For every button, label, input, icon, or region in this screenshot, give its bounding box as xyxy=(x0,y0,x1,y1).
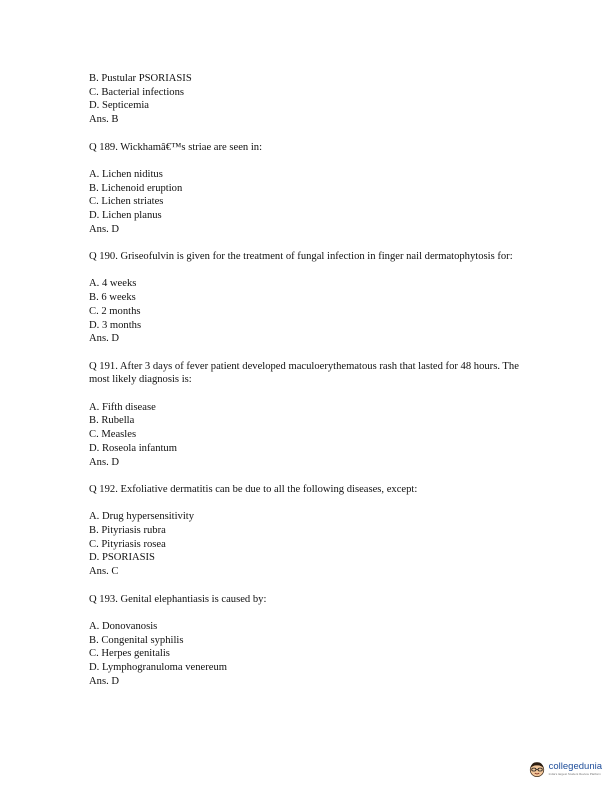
answer-option: D. PSORIASIS xyxy=(89,552,155,564)
answer-option: C. Lichen striates xyxy=(89,196,164,208)
question-block xyxy=(89,141,539,237)
answer-option: C. 2 months xyxy=(89,305,141,317)
answer-option: B. Rubella xyxy=(89,415,135,427)
answer-option: B. Congenital syphilis xyxy=(89,634,184,646)
brand-text xyxy=(549,762,602,776)
document-page xyxy=(89,72,539,688)
question-text: Q 189. Wickhamâ€™s striae are seen in: xyxy=(89,141,263,153)
answer-key: Ans. D xyxy=(89,675,120,687)
question-text: Q 192. Exfoliative dermatitis can be due to all the following diseases, except: xyxy=(89,483,418,495)
answer-option: C. Herpes genitalis xyxy=(89,648,170,660)
answer-option: B. Lichenoid eruption xyxy=(89,182,183,194)
answer-option: A. Drug hypersensitivity xyxy=(89,511,195,523)
answer-option: A. Lichen niditus xyxy=(89,168,163,180)
answer-option: A. Fifth disease xyxy=(89,401,156,413)
answer-option: D. Lymphogranuloma venereum xyxy=(89,662,227,674)
answer-option: D. Lichen planus xyxy=(89,210,162,221)
lead-answer: Ans. B xyxy=(89,114,119,126)
question-text: Q 193. Genital elephantiasis is caused by: xyxy=(89,593,267,605)
answer-option: C. Measles xyxy=(89,429,137,441)
question-block xyxy=(89,250,539,346)
answer-option: A. Donovanosis xyxy=(89,620,158,632)
answer-key: Ans. D xyxy=(89,456,120,468)
brand-logo[interactable] xyxy=(528,760,602,778)
mascot-face-icon xyxy=(528,760,546,778)
brand-name: collegedunia xyxy=(548,761,602,773)
answer-option: B. 6 weeks xyxy=(89,292,136,304)
lead-option: C. Bacterial infections xyxy=(89,86,185,98)
question-block xyxy=(89,593,539,689)
answer-option: D. Roseola infantum xyxy=(89,442,177,454)
brand-tagline: India's largest Student Review Platform xyxy=(548,771,601,776)
question-text: Q 191. After 3 days of fever patient developed maculoerythematous rash that lasted for 48 hours. The most likely diagnosis is: xyxy=(89,360,519,386)
question-block xyxy=(89,483,539,579)
answer-key: Ans. C xyxy=(89,566,119,578)
answer-option: C. Pityriasis rosea xyxy=(89,538,166,550)
lead-block xyxy=(89,72,539,127)
answer-key: Ans. D xyxy=(89,223,120,235)
lead-option: D. Septicemia xyxy=(89,100,150,112)
question-text: Q 190. Griseofulvin is given for the treatment of fungal infection in finger nail dermatophytosis for: xyxy=(89,251,513,263)
answer-key: Ans. D xyxy=(89,333,120,345)
answer-option: D. 3 months xyxy=(89,319,142,331)
answer-option: B. Pityriasis rubra xyxy=(89,525,166,537)
question-block xyxy=(89,360,539,470)
answer-option: A. 4 weeks xyxy=(89,278,137,290)
lead-option: B. Pustular PSORIASIS xyxy=(89,73,192,84)
